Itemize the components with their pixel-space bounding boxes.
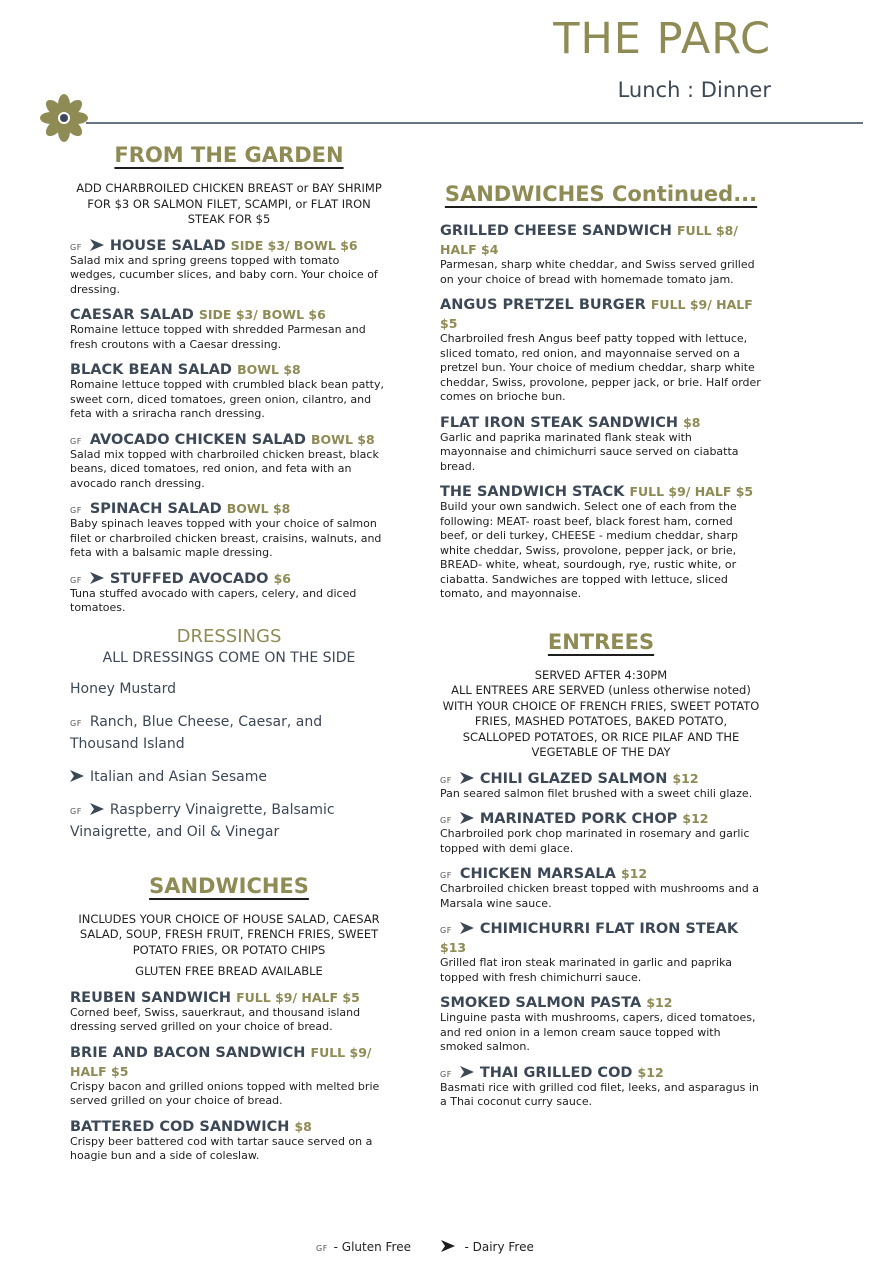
legend	[316, 1240, 534, 1254]
item-description: Parmesan, sharp white cheddar, and Swiss served grilled on your choice of bread with homemade tomato jam.	[440, 258, 755, 286]
gluten-free-mark: GF	[70, 506, 82, 515]
header-divider	[86, 122, 863, 124]
item-description: Garlic and paprika marinated flank steak with mayonnaise and chimichurri sauce served on ciabatta bread.	[440, 430, 739, 473]
menu-item	[440, 1062, 762, 1110]
item-name: THAI GRILLED COD	[479, 1064, 633, 1081]
item-name: FLAT IRON STEAK SANDWICH	[440, 414, 678, 431]
item-description: Linguine pasta with mushrooms, capers, diced tomatoes, and red onion in a lemon cream sauce topped with smoked salmon.	[440, 1011, 756, 1053]
item-description: Crispy bacon and grilled onions topped with melted brie served grilled on your choice of bread.	[70, 1079, 380, 1107]
menu-item	[440, 808, 762, 856]
gluten-free-mark: GF	[70, 242, 82, 252]
right-column	[440, 182, 762, 1110]
entree-items	[440, 768, 762, 1110]
item-price: $8	[683, 414, 701, 430]
item-name: HOUSE SALAD	[109, 237, 226, 254]
menu-item	[70, 429, 388, 492]
gluten-free-mark: GF	[70, 718, 82, 728]
section-title-sandwiches-continued: SANDWICHES Continued...	[444, 182, 758, 206]
menu-item	[440, 481, 762, 602]
entrees-time-note: SERVED AFTER 4:30PM	[534, 667, 668, 682]
item-name: BLACK BEAN SALAD	[70, 362, 232, 378]
item-price: BOWL $8	[311, 431, 375, 447]
dairy-free-arrow-icon	[441, 1240, 455, 1252]
gluten-free-mark: GF	[440, 1069, 452, 1079]
item-price: FULL $8/ HALF $4	[440, 223, 738, 257]
gluten-free-mark: GF	[440, 816, 452, 825]
dairy-free-arrow-icon	[90, 803, 104, 815]
item-name: THE SANDWICH STACK	[440, 484, 625, 500]
item-price: FULL $9/ HALF $5	[70, 1044, 372, 1079]
item-price: SIDE $3/ BOWL $6	[198, 307, 326, 322]
sandwich-items	[70, 987, 388, 1164]
item-price: $12	[646, 995, 673, 1010]
meal-subtitle: Lunch : Dinner	[617, 78, 771, 102]
item-description: Charbroiled fresh Angus beef patty topped with lettuce, sliced tomato, red onion, and mayonnaise served on a pretzel bun. Your choice of medium cheddar, sharp white cheddar, Swiss, provolone, pepper jack, or brie. Half order comes on brioche bun.	[440, 332, 761, 403]
item-description: Charbroiled chicken breast topped with mushrooms and a Marsala wine sauce.	[440, 882, 760, 910]
menu-item	[70, 235, 388, 298]
dairy-free-arrow-icon	[70, 770, 84, 782]
menu-item	[440, 992, 762, 1055]
item-price: $12	[621, 866, 648, 881]
gluten-free-mark: GF	[70, 436, 82, 446]
dressing-name: Ranch, Blue Cheese, Caesar, and Thousand Island	[70, 713, 323, 752]
menu-item	[70, 304, 388, 352]
menu-item	[440, 220, 762, 287]
menu-item	[440, 768, 762, 802]
item-description: Grilled flat iron steak marinated in garlic and paprika topped with fresh chimichurri sauce.	[440, 956, 733, 984]
item-name: CHIMICHURRI FLAT IRON STEAK	[479, 921, 739, 937]
restaurant-title: THE PARC	[553, 14, 771, 64]
section-title-garden: FROM THE GARDEN	[114, 143, 344, 167]
gluten-free-mark: GF	[440, 926, 452, 935]
item-price: $12	[672, 770, 699, 786]
item-price: BOWL $8	[226, 501, 291, 516]
dressings-note: ALL DRESSINGS COME ON THE SIDE	[102, 649, 356, 666]
dressings-title: DRESSINGS	[176, 625, 282, 647]
item-description: Crispy beer battered cod with tartar sauce served on a hoagie bun and a side of coleslaw.	[70, 1134, 373, 1162]
flower-logo-icon	[38, 92, 90, 144]
gluten-free-mark: GF	[70, 806, 82, 816]
item-price: $8	[294, 1118, 312, 1134]
gluten-free-mark: GF	[70, 575, 82, 585]
section-title-entrees: ENTREES	[547, 629, 655, 654]
menu-item	[70, 498, 388, 561]
item-name: BATTERED COD SANDWICH	[70, 1118, 290, 1135]
gluten-free-mark: GF	[316, 1244, 328, 1253]
menu-item	[70, 1116, 388, 1164]
dairy-free-arrow-icon	[90, 572, 104, 584]
item-name: STUFFED AVOCADO	[109, 570, 269, 587]
item-description: Charbroiled pork chop marinated in rosemary and garlic topped with demi glace.	[440, 827, 750, 855]
item-price: BOWL $8	[237, 362, 301, 377]
item-price: $13	[440, 940, 467, 955]
item-name: REUBEN SANDWICH	[70, 989, 231, 1006]
item-price: FULL $9/ HALF $5	[440, 297, 753, 331]
item-name: BRIE AND BACON SANDWICH	[70, 1044, 306, 1061]
item-name: SPINACH SALAD	[89, 501, 222, 517]
dairy-free-arrow-icon	[90, 239, 104, 251]
sandwich-continued-items	[440, 220, 762, 602]
dairy-free-legend: - Dairy Free	[464, 1240, 534, 1254]
dairy-free-arrow-icon	[460, 812, 474, 824]
item-price: FULL $9/ HALF $5	[629, 484, 754, 499]
menu-item	[440, 918, 762, 985]
item-description: Baby spinach leaves topped with your choice of salmon filet or charbroiled chicken breast, craisins, walnuts, and feta with a balsamic maple dressing.	[70, 517, 382, 559]
dressing-name: Italian and Asian Sesame	[90, 768, 267, 785]
section-title-sandwiches: SANDWICHES	[149, 873, 309, 898]
garden-items	[70, 235, 388, 616]
item-name: CHICKEN MARSALA	[459, 866, 616, 882]
item-description: Romaine lettuce topped with crumbled black bean patty, sweet corn, diced tomatoes, green onion, cilantro, and feta with a sriracha ranch dressing.	[70, 378, 384, 420]
item-name: SMOKED SALMON PASTA	[440, 995, 642, 1011]
item-description: Salad mix topped with charbroiled chicken breast, black beans, diced tomatoes, red onion, and feta with an avocado ranch dressing.	[70, 447, 379, 490]
menu-item	[440, 863, 762, 911]
menu-item	[70, 568, 388, 616]
menu-item	[70, 1042, 388, 1109]
item-price: $12	[682, 811, 709, 826]
menu-item	[440, 294, 762, 405]
item-name: MARINATED PORK CHOP	[479, 811, 678, 827]
sandwiches-sides-note: INCLUDES YOUR CHOICE OF HOUSE SALAD, CAESAR SALAD, SOUP, FRESH FRUIT, FRENCH FRIES, SWEET POTATO FRIES, OR POTATO CHIPS	[78, 911, 380, 957]
dressing-item	[70, 679, 388, 699]
menu-item	[70, 359, 388, 422]
entrees-sides-note: ALL ENTREES ARE SERVED (unless otherwise noted) WITH YOUR CHOICE OF FRENCH FRIES, SWEET POTATO FRIES, MASHED POTATOES, BAKED POTATO, SCALLOPED POTATOES, OR RICE PILAF AND THE VEGETABLE OF THE DAY	[442, 683, 760, 759]
item-name: CHILI GLAZED SALMON	[479, 770, 668, 787]
dressing-item	[70, 712, 388, 754]
dressing-item	[70, 767, 388, 787]
menu-item	[440, 412, 762, 475]
garden-addon-note: ADD CHARBROILED CHICKEN BREAST or BAY SHRIMP FOR $3 OR SALMON FILET, SCAMPI, or FLAT IRON STEAK FOR $5	[76, 181, 382, 226]
item-name: GRILLED CHEESE SANDWICH	[440, 223, 672, 239]
item-price: SIDE $3/ BOWL $6	[230, 237, 358, 253]
dressing-list	[70, 679, 388, 842]
dressing-name: Honey Mustard	[70, 680, 177, 697]
item-description: Tuna stuffed avocado with capers, celery, and diced tomatoes.	[70, 586, 357, 614]
gluten-free-bread-note: GLUTEN FREE BREAD AVAILABLE	[135, 964, 323, 978]
gluten-free-mark: GF	[440, 871, 452, 880]
menu-item	[70, 987, 388, 1035]
gluten-free-mark: GF	[440, 775, 452, 785]
left-column	[70, 143, 388, 1164]
item-description: Pan seared salmon filet brushed with a sweet chili glaze.	[440, 786, 753, 800]
dairy-free-arrow-icon	[460, 1066, 474, 1078]
dairy-free-arrow-icon	[460, 922, 474, 934]
item-price: FULL $9/ HALF $5	[236, 989, 360, 1005]
item-name: ANGUS PRETZEL BURGER	[440, 297, 646, 313]
item-price: $6	[273, 570, 291, 586]
item-description: Basmati rice with grilled cod filet, leeks, and asparagus in a Thai coconut curry sauce.	[440, 1080, 759, 1108]
item-price: $12	[637, 1064, 664, 1080]
item-name: AVOCADO CHICKEN SALAD	[89, 431, 306, 448]
item-description: Corned beef, Swiss, sauerkraut, and thousand island dressing served grilled on your choice of bread.	[70, 1005, 361, 1033]
dressing-name: Raspberry Vinaigrette, Balsamic Vinaigrette, and Oil & Vinegar	[70, 801, 335, 840]
item-name: CAESAR SALAD	[70, 307, 194, 323]
gluten-free-legend: - Gluten Free	[333, 1240, 411, 1254]
dressing-item	[70, 800, 388, 842]
item-description: Build your own sandwich. Select one of each from the following: MEAT- roast beef, black forest ham, corned beef, or deli turkey, CHEESE - medium cheddar, sharp white cheddar, Swiss, provolone, pepper jack, or brie, BREAD- white, wheat, sourdough, rye, rustic white, or ciabatta. Sandwiches are topped with lettuce, sliced tomato, and mayonnaise.	[440, 500, 738, 600]
dairy-free-arrow-icon	[460, 772, 474, 784]
item-description: Romaine lettuce topped with shredded Parmesan and fresh croutons with a Caesar dressing.	[70, 323, 366, 351]
item-description: Salad mix and spring greens topped with tomato wedges, cucumber slices, and baby corn. Your choice of dressing.	[70, 253, 378, 296]
